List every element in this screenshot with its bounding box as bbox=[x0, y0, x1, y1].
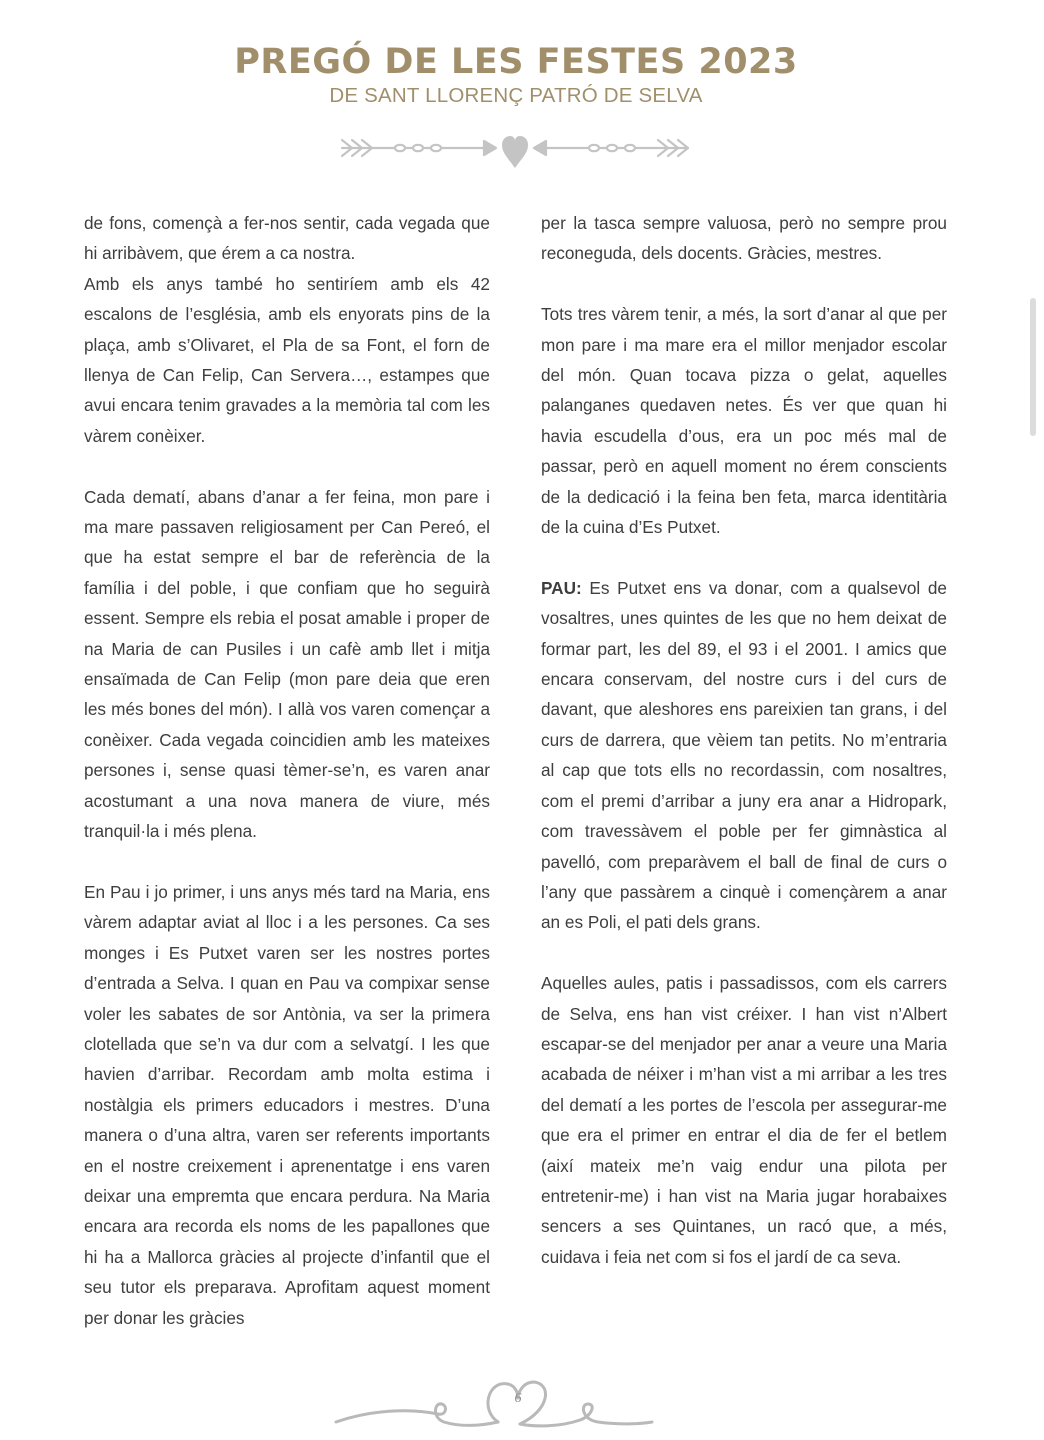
right-text-column bbox=[541, 208, 947, 1272]
page-title: PREGÓ DE LES FESTES 2023 bbox=[234, 42, 798, 82]
paragraph: de fons, començà a fer-nos sentir, cada vegada que hi arribàvem, que érem a ca nostra. bbox=[84, 213, 490, 264]
scrollbar-thumb[interactable] bbox=[1030, 298, 1036, 436]
paragraph: En Pau i jo primer, i uns anys més tard na Maria, ens vàrem adaptar aviat al lloc i a les persones. Ca ses monges i Es Putxet varen ser les nostres portes d’entrada a Selva. I quan en Pau va compixar sense voler les sabates de sor Antònia, va ser la primera clotellada que se’n va dur com a selvatgí. I les que havien d’arribar. Recordam amb molta estima i nostàlgia els primers educadors i mestres. D’una manera o d’una altra, varen ser referents importants en el nostre creixement i aprenentatge i ens varen deixar una empremta que encara perdura. Na Maria encara ara recorda els noms de les papallones que hi ha a Mallorca gràcies al projecte d’infantil que el seu tutor els preparava. Aprofitam aquest moment per donar les gràcies bbox=[84, 881, 490, 1328]
paragraph: per la tasca sempre valuosa, però no sempre prou reconeguda, dels docents. Gràcies, mestres. bbox=[541, 213, 947, 264]
paragraph: Aquelles aules, patis i passadissos, com els carrers de Selva, ens han vist créixer. I han vist n’Albert escapar-se del menjador per anar a veure una Maria acabada de néixer i m’han vist a mi arribar a les tres del dematí a les portes de l’escola per assegurar-me que era el primer en entrar el dia de fer el betlem (així mateix me’n vaig endur una pilota per entretenir-me) i han vist na Maria jugar horabaixes sencers a ses Quintanes, un racó que, a més, cuidava i feia net com si fos el jardí de ca seva. bbox=[541, 973, 947, 1267]
left-text-column bbox=[84, 208, 490, 1333]
page-subtitle: DE SANT LLORENÇ PATRÓ DE SELVA bbox=[329, 84, 703, 107]
paragraph-text: Es Putxet ens va donar, com a qualsevol de vosaltres, unes quintes de les que no hem deixat de formar part, les del 89, el 93 i el 2001. I amics que encara conservam, del nostre curs i del curs de davant, que aleshores ens pareixien tan grans, i del curs de darrera, que vèiem tan petits. No m’entraria al cap que tots ells no recordassin, com nosaltres, com el premi d’arribar a juny era anar a Hidropark, com travessàvem el poble per fer gimnàstica al pavelló, com preparàvem el ball de final de curs o l’any que passàrem a cinquè i començàrem a anar an es Poli, el pati dels grans. bbox=[541, 577, 947, 933]
page-number: 6 bbox=[514, 1391, 522, 1406]
paragraph: Tots tres vàrem tenir, a més, la sort d’anar al que per mon pare i ma mare era el millor menjador escolar del món. Quan tocava pizza o gelat, aquelles palanganes quedaven netes. És ver que quan hi havia escudella d’ous, era un poc més mal de passar, però en aquell moment no érem conscients de la dedicació i la feina ben feta, marca identitària de la cuina d’Es Putxet. bbox=[541, 304, 947, 538]
paragraph: Cada dematí, abans d’anar a fer feina, mon pare i ma mare passaven religiosament per Can Pereó, el que ha estat sempre el bar de referència de la família i del poble, i que confiam que ho seguirà essent. Sempre els rebia el posat amable i proper de na Maria de can Pusiles i un cafè amb llet i mitja ensaïmada de Can Felip (mon pare deia que eren les més bones del món). I allà vos varen començar a conèixer. Cada vegada coincidien amb les mateixes persones i, sense quasi tèmer-se’n, es varen anar acostumant a una nova manera de viure, més tranquil·la i més plena. bbox=[84, 486, 490, 842]
paragraph bbox=[541, 573, 947, 938]
heart-swirl-ornament-icon bbox=[330, 1372, 660, 1432]
speaker-label: PAU: bbox=[541, 577, 582, 598]
arrows-heart-divider-icon bbox=[330, 128, 700, 173]
paragraph: Amb els anys també ho sentiríem amb els 42 escalons de l’església, amb els enyorats pins de la plaça, amb s’Olivaret, el Pla de sa Font, el forn de llenya de Can Felip, Can Servera…, estampes que avui encara tenim gravades a la memòria tal com les vàrem conèixer. bbox=[84, 273, 490, 446]
